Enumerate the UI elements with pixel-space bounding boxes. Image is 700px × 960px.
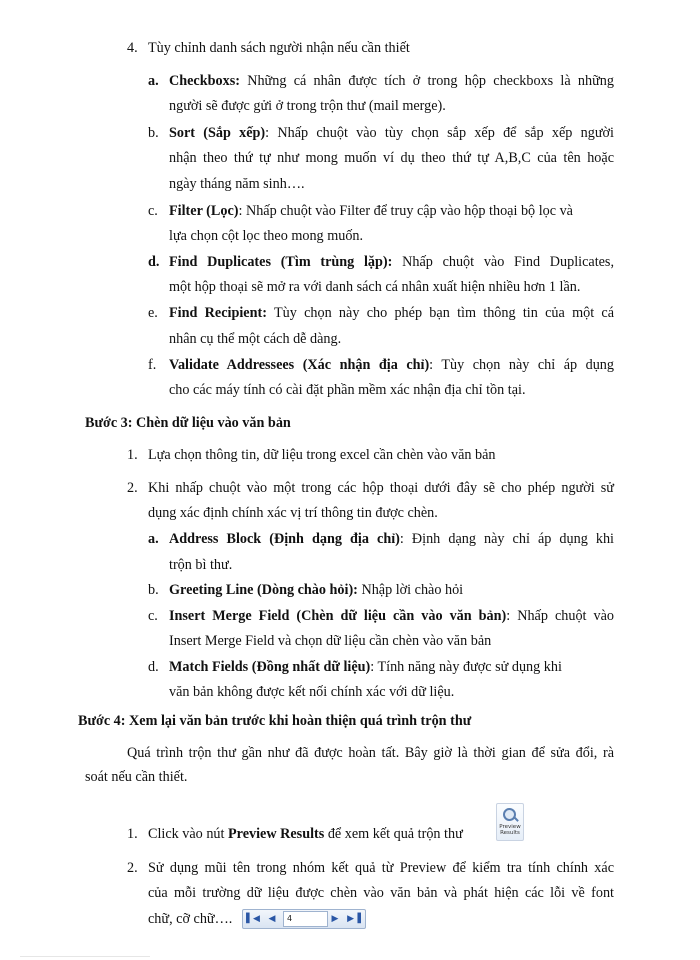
sub-marker: d. bbox=[148, 254, 160, 270]
sub-item-line bbox=[169, 580, 463, 600]
preview-icon-caption: Preview Results bbox=[499, 824, 521, 836]
sub-item-text: : Định dạng này chỉ áp dụng khi bbox=[399, 531, 614, 547]
sub-marker: f. bbox=[148, 357, 157, 373]
magnifier-handle bbox=[513, 816, 519, 822]
sub-item-title: Insert Merge Field (Chèn dữ liệu cần vào văn bản) bbox=[169, 608, 507, 624]
sub-marker: e. bbox=[148, 305, 158, 321]
sub-item-line: người sẽ được gửi ở trong trộn thư (mail merge). bbox=[169, 98, 446, 114]
sub-item-text: : Nhấp chuột vào tùy chọn sắp xếp để sắp xếp người bbox=[265, 125, 614, 141]
sub-marker: c. bbox=[148, 203, 158, 219]
sub-item-line: văn bản không được kết nối chính xác với dữ liệu. bbox=[169, 684, 455, 700]
sub-item-line: lựa chọn cột lọc theo mong muốn. bbox=[169, 228, 364, 244]
sub-item-line bbox=[169, 355, 614, 375]
list-item-text: chữ, cỡ chữ…. bbox=[148, 911, 233, 927]
sub-item-line bbox=[169, 606, 614, 626]
list-number: 2. bbox=[127, 480, 138, 496]
next-record-icon[interactable]: ▶ bbox=[331, 914, 339, 924]
sub-item-line bbox=[169, 657, 562, 677]
list-item-text: Lựa chọn thông tin, dữ liệu trong excel cần chèn vào văn bản bbox=[148, 447, 496, 463]
sub-item-text: Nhấp chuột vào Find Duplicates, bbox=[402, 254, 614, 270]
list-item-text-part: để xem kết quả trộn thư bbox=[324, 826, 463, 842]
sub-item-title: Validate Addressees (Xác nhận địa chỉ) bbox=[169, 357, 430, 373]
sub-item-title: Find Recipient: bbox=[169, 305, 267, 321]
previous-record-icon[interactable]: ◀ bbox=[268, 914, 276, 924]
list-number: 2. bbox=[127, 860, 138, 876]
sub-item-text: : Nhấp chuột vào bbox=[506, 608, 614, 624]
sub-item-line bbox=[169, 201, 573, 221]
list-item-text bbox=[148, 824, 463, 844]
sub-item-line: trộn bì thư. bbox=[169, 557, 233, 573]
sub-marker: b. bbox=[148, 582, 159, 598]
sub-item-line bbox=[169, 303, 614, 323]
first-record-icon[interactable]: ▌◀ bbox=[246, 914, 260, 924]
list-item-text: Tùy chỉnh danh sách người nhận nếu cần thiết bbox=[148, 40, 410, 56]
preview-results-label: Preview Results bbox=[228, 826, 325, 842]
sub-item-line bbox=[169, 123, 614, 143]
sub-marker: c. bbox=[148, 608, 158, 624]
sub-marker: b. bbox=[148, 125, 159, 141]
sub-marker: a. bbox=[148, 531, 159, 547]
paragraph-line: soát nếu cần thiết. bbox=[85, 769, 188, 785]
list-item-text: Khi nhấp chuột vào một trong các hộp thoại dưới đây sẽ cho phép người sử bbox=[148, 480, 614, 496]
sub-item-line: cho các máy tính có cài đặt phần mềm xác nhận địa chỉ tồn tại. bbox=[169, 382, 526, 398]
sub-item-title: Address Block (Định dạng địa chỉ) bbox=[169, 531, 400, 547]
list-item-text: dụng xác định chính xác vị trí thông tin được chèn. bbox=[148, 505, 438, 521]
sub-item-line bbox=[169, 252, 614, 272]
sub-item-line: Insert Merge Field và chọn dữ liệu cần chèn vào văn bản bbox=[169, 633, 492, 649]
sub-item-text: : Nhấp chuột vào Filter để truy cập vào hộp thoại bộ lọc và bbox=[238, 203, 573, 219]
last-record-icon[interactable]: ▶▐ bbox=[347, 914, 361, 924]
sub-item-title: Greeting Line (Dòng chào hỏi): bbox=[169, 582, 358, 598]
sub-item-line bbox=[169, 529, 614, 549]
step-heading: Bước 4: Xem lại văn bản trước khi hoàn thiện quá trình trộn thư bbox=[78, 713, 472, 729]
sub-marker: a. bbox=[148, 73, 159, 89]
sub-item-line: nhân cụ thể một cách dễ dàng. bbox=[169, 331, 342, 347]
sub-item-text: : Tùy chọn này chỉ áp dụng bbox=[429, 357, 614, 373]
paragraph-line: Quá trình trộn thư gần như đã được hoàn tất. Bây giờ là thời gian để sửa đổi, rà bbox=[127, 745, 614, 761]
list-number: 1. bbox=[127, 447, 138, 463]
footer-rule bbox=[20, 956, 150, 957]
sub-item-text: Tùy chọn này cho phép bạn tìm thông tin của một cá bbox=[273, 305, 615, 321]
list-item-text: Sử dụng mũi tên trong nhóm kết quả từ Preview để kiểm tra tính chính xác bbox=[148, 860, 614, 876]
list-item-text-part: Click vào nút bbox=[148, 826, 228, 842]
sub-item-line bbox=[169, 71, 614, 91]
step-heading: Bước 3: Chèn dữ liệu vào văn bản bbox=[85, 415, 291, 431]
sub-item-title: Find Duplicates (Tìm trùng lặp): bbox=[169, 254, 393, 270]
sub-item-title: Checkboxs: bbox=[169, 73, 240, 89]
preview-results-icon[interactable] bbox=[496, 803, 524, 841]
record-navigation-control bbox=[242, 909, 366, 929]
sub-item-line: một hộp thoại sẽ mở ra với danh sách cá nhân xuất hiện nhiều hơn 1 lần. bbox=[169, 279, 581, 295]
sub-item-text: : Tính năng này được sử dụng khi bbox=[370, 659, 562, 675]
list-number: 1. bbox=[127, 826, 138, 842]
sub-item-text: Nhập lời chào hỏi bbox=[357, 582, 464, 598]
list-item-text: của mỗi trường dữ liệu được chèn vào văn bản và phát hiện các lỗi về font bbox=[148, 885, 614, 901]
sub-item-text: Những cá nhân được tích ở trong hộp checkboxs là những bbox=[247, 73, 614, 89]
sub-item-title: Match Fields (Đồng nhất dữ liệu) bbox=[169, 659, 371, 675]
sub-item-title: Filter (Lọc) bbox=[169, 203, 239, 219]
sub-item-line: nhận theo thứ tự như mong muốn ví dụ theo thứ tự A,B,C của tên hoặc bbox=[169, 150, 614, 166]
sub-item-title: Sort (Sắp xếp) bbox=[169, 125, 266, 141]
record-number-input[interactable]: 4 bbox=[283, 911, 328, 927]
sub-marker: d. bbox=[148, 659, 159, 675]
list-number: 4. bbox=[127, 40, 138, 56]
sub-item-line: ngày tháng năm sinh…. bbox=[169, 176, 305, 192]
